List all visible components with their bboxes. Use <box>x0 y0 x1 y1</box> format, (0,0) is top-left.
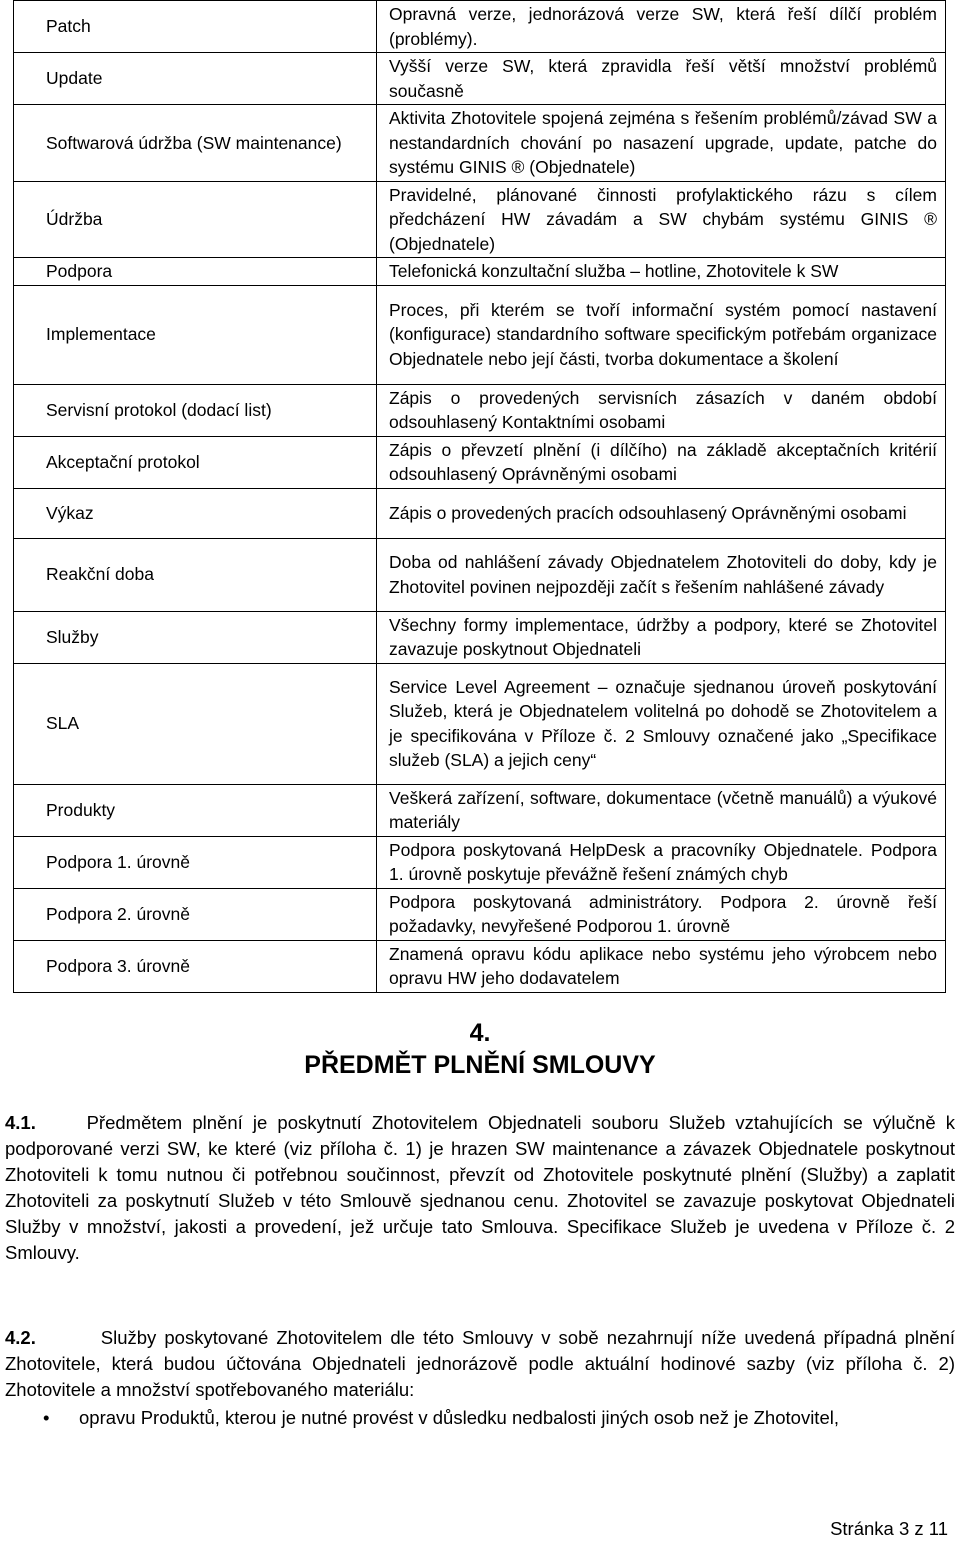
glossary-row <box>14 285 946 384</box>
glossary-definition: Podpora poskytovaná administrátory. Podpora 2. úrovně řeší požadavky, nevyřešené Podporou 1. úrovně <box>377 888 946 940</box>
glossary-row <box>14 384 946 436</box>
glossary-definition: Pravidelné, plánované činnosti profylaktického rázu s cílem předcházení HW závadám a SW chybám systému GINIS ® (Objednatele) <box>377 181 946 258</box>
paragraph-text: Předmětem plnění je poskytnutí Zhotovitelem Objednateli souboru Služeb vztahujících se výlučně k podporované verzi SW, ke které (viz příloha č. 1) je hrazen SW maintenance a závazek Objednatele poskytnout Zhotoviteli k tomu nutnou či potřebnou součinnost, převzít od Zhotovitele poskytnuté plnění (Služby) a zaplatit Zhotoviteli za poskytnutí Služeb v této Smlouvě sjednanou cenu. Zhotovitel se zavazuje poskytovat Objednateli Služby v množství, jakosti a provedení, jež určuje tato Smlouva. Specifikace Služeb je uvedena v Příloze č. 2 Smlouvy. <box>5 1112 956 1263</box>
glossary-term: Služby <box>14 611 377 663</box>
section-number: 4. <box>469 1019 491 1047</box>
glossary-definition: Podpora poskytovaná HelpDesk a pracovníky Objednatele. Podpora 1. úrovně poskytuje převážně řešení známých chyb <box>377 836 946 888</box>
glossary-term: Servisní protokol (dodací list) <box>14 384 377 436</box>
glossary-term: SLA <box>14 663 377 784</box>
glossary-term: Akceptační protokol <box>14 436 377 488</box>
glossary-term: Update <box>14 53 377 105</box>
glossary-definition: Zápis o provedených servisních zásazích v daném období odsouhlasený Kontaktními osobami <box>377 384 946 436</box>
glossary-definition: Zápis o provedených pracích odsouhlasený Oprávněnými osobami <box>377 488 946 538</box>
glossary-term: Podpora 2. úrovně <box>14 888 377 940</box>
glossary-row <box>14 836 946 888</box>
glossary-term: Produkty <box>14 784 377 836</box>
glossary-table <box>13 0 946 993</box>
glossary-term: Softwarová údržba (SW maintenance) <box>14 105 377 182</box>
bullet-dot-icon: • <box>43 1407 50 1428</box>
glossary-term: Reakční doba <box>14 538 377 611</box>
glossary-term: Podpora <box>14 258 377 286</box>
glossary-row <box>14 1 946 53</box>
glossary-definition: Veškerá zařízení, software, dokumentace (včetně manuálů) a výukové materiály <box>377 784 946 836</box>
glossary-definition: Aktivita Zhotovitele spojená zejména s řešením problémů/závad SW a nestandardních chování po nasazení upgrade, update, patche do systému GINIS ® (Objednatele) <box>377 105 946 182</box>
glossary-term: Patch <box>14 1 377 53</box>
page-number: Stránka 3 z 11 <box>830 1518 948 1539</box>
glossary-row <box>14 53 946 105</box>
glossary-row <box>14 663 946 784</box>
glossary-definition: Zápis o převzetí plnění (i dílčího) na základě akceptačních kritérií odsouhlasený Oprávněnými osobami <box>377 436 946 488</box>
glossary-row <box>14 940 946 992</box>
paragraph-4-1 <box>5 1110 955 1266</box>
glossary-term: Podpora 3. úrovně <box>14 940 377 992</box>
paragraph-number: 4.1. <box>5 1112 36 1133</box>
glossary-term: Výkaz <box>14 488 377 538</box>
glossary-term: Údržba <box>14 181 377 258</box>
glossary-definition: Proces, při kterém se tvoří informační systém pomocí nastavení (konfigurace) standardního software specifickým potřebám organizace Objednatele nebo její části, tvorba dokumentace a školení <box>377 285 946 384</box>
paragraph-text: Služby poskytované Zhotovitelem dle této Smlouvy v sobě nezahrnují níže uvedená případná plnění Zhotovitele, která budou účtována Objednateli jednorázově podle aktuální hodinové sazby (viz příloha č. 2) Zhotovitele a množství spotřebovaného materiálu: <box>5 1327 956 1400</box>
glossary-term: Podpora 1. úrovně <box>14 836 377 888</box>
glossary-row <box>14 436 946 488</box>
glossary-row <box>14 611 946 663</box>
glossary-row <box>14 888 946 940</box>
glossary-row <box>14 784 946 836</box>
glossary-row <box>14 258 946 286</box>
glossary-row <box>14 488 946 538</box>
glossary-row <box>14 181 946 258</box>
paragraph-number: 4.2. <box>5 1327 36 1348</box>
bullet-text: opravu Produktů, kterou je nutné provést v důsledku nedbalosti jiných osob než je Zhotovitel, <box>79 1407 839 1428</box>
glossary-row <box>14 105 946 182</box>
bullet-item <box>5 1405 955 1431</box>
glossary-definition: Opravná verze, jednorázová verze SW, která řeší dílčí problém (problémy). <box>377 1 946 53</box>
glossary-row <box>14 538 946 611</box>
glossary-definition: Doba od nahlášení závady Objednatelem Zhotoviteli do doby, kdy je Zhotovitel povinen nejpozději začít s řešením nahlášené závady <box>377 538 946 611</box>
glossary-definition: Service Level Agreement – označuje sjednanou úroveň poskytování Služeb, která je Objednatelem volitelná po dohodě se Zhotovitelem a je specifikována v Příloze č. 2 Smlouvy označené jako „Specifikace služeb (SLA) a jejich ceny“ <box>377 663 946 784</box>
paragraph-4-2 <box>5 1325 955 1403</box>
glossary-definition: Všechny formy implementace, údržby a podpory, které se Zhotovitel zavazuje poskytnout Objednateli <box>377 611 946 663</box>
glossary-definition: Telefonická konzultační služba – hotline, Zhotovitele k SW <box>377 258 946 286</box>
glossary-definition: Vyšší verze SW, která zpravidla řeší větší množství problémů současně <box>377 53 946 105</box>
section-title: PŘEDMĚT PLNĚNÍ SMLOUVY <box>304 1051 656 1079</box>
glossary-term: Implementace <box>14 285 377 384</box>
glossary-definition: Znamená opravu kódu aplikace nebo systému jeho výrobcem nebo opravu HW jeho dodavatelem <box>377 940 946 992</box>
